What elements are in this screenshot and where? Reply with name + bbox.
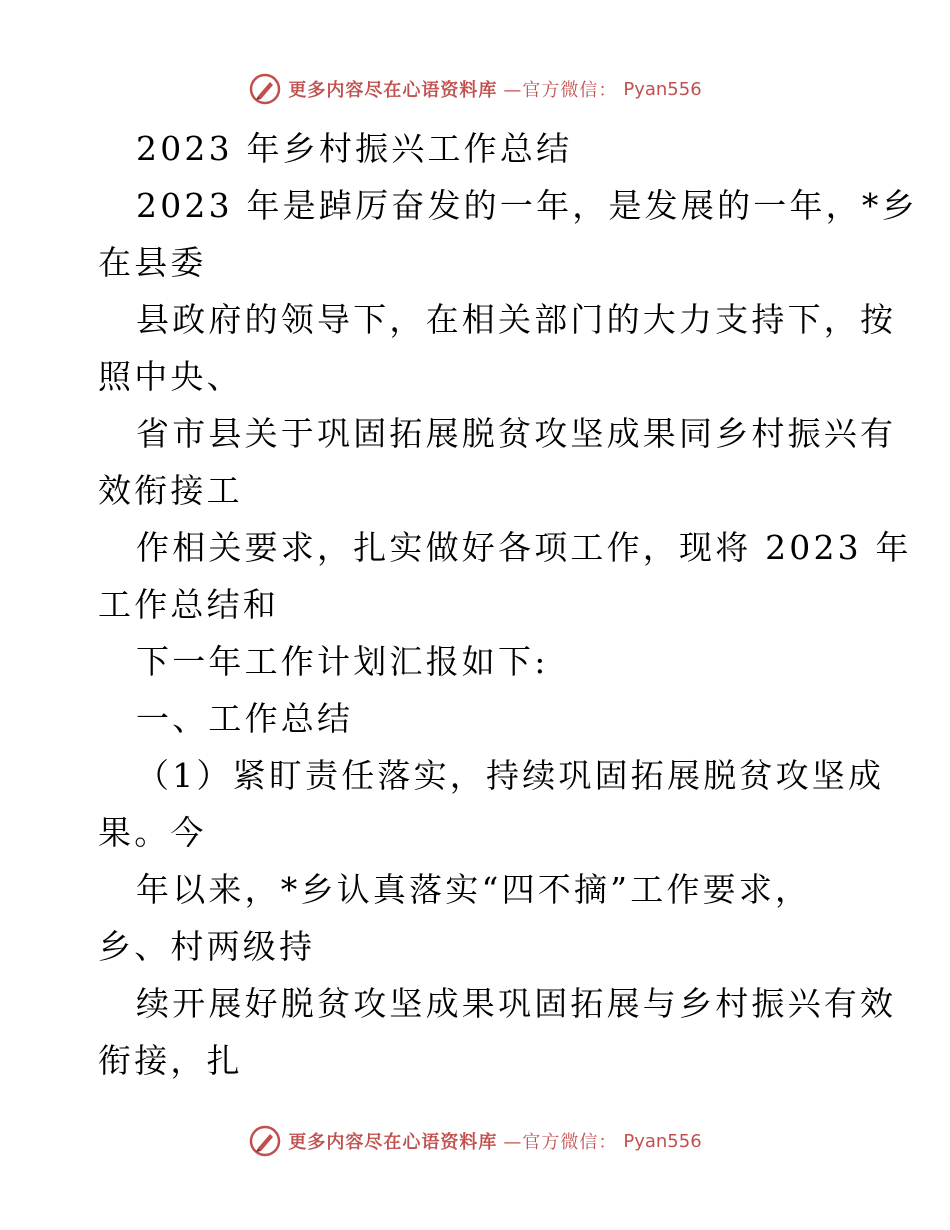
document-line: （1）紧盯责任落实，持续巩固拓展脱贫攻坚成	[136, 756, 885, 795]
document-line: 下一年工作计划汇报如下:	[136, 642, 549, 681]
watermark-id-text: Pyan556	[623, 1130, 702, 1152]
document-line: 照中央、	[98, 357, 243, 396]
document-line: 年以来，*乡认真落实“四不摘”工作要求，	[136, 870, 812, 909]
document-line: 续开展好脱贫攻坚成果巩固拓展与乡村振兴有效	[136, 984, 897, 1023]
watermark-id-text: Pyan556	[623, 78, 702, 100]
document-line: 效衔接工	[98, 471, 243, 510]
document-line: 县政府的领导下，在相关部门的大力支持下，按	[136, 300, 897, 339]
document-line: 2023 年是踔厉奋发的一年，是发展的一年，*乡	[136, 186, 918, 225]
document-line: 2023 年乡村振兴工作总结	[136, 129, 573, 168]
document-line: 果。今	[98, 813, 207, 852]
document-line: 省市县关于巩固拓展脱贫攻坚成果同乡村振兴有	[136, 414, 897, 453]
header-watermark	[0, 72, 950, 106]
watermark-main-text: 更多内容尽在心语资料库	[288, 80, 498, 101]
document-body	[98, 120, 918, 1089]
pen-logo-icon	[248, 72, 282, 106]
document-line: 乡、村两级持	[98, 927, 316, 966]
pen-logo-icon	[248, 1124, 282, 1158]
footer-watermark	[0, 1124, 950, 1158]
watermark-sub-text: —官方微信：	[503, 80, 618, 101]
document-line: 一、工作总结	[136, 699, 354, 738]
document-line: 工作总结和	[98, 585, 279, 624]
document-line: 在县委	[98, 243, 207, 282]
document-line: 作相关要求，扎实做好各项工作，现将 2023 年	[136, 528, 912, 567]
watermark-main-text: 更多内容尽在心语资料库	[288, 1132, 498, 1153]
watermark-sub-text: —官方微信：	[503, 1132, 618, 1153]
document-line: 衔接，扎	[98, 1041, 243, 1080]
